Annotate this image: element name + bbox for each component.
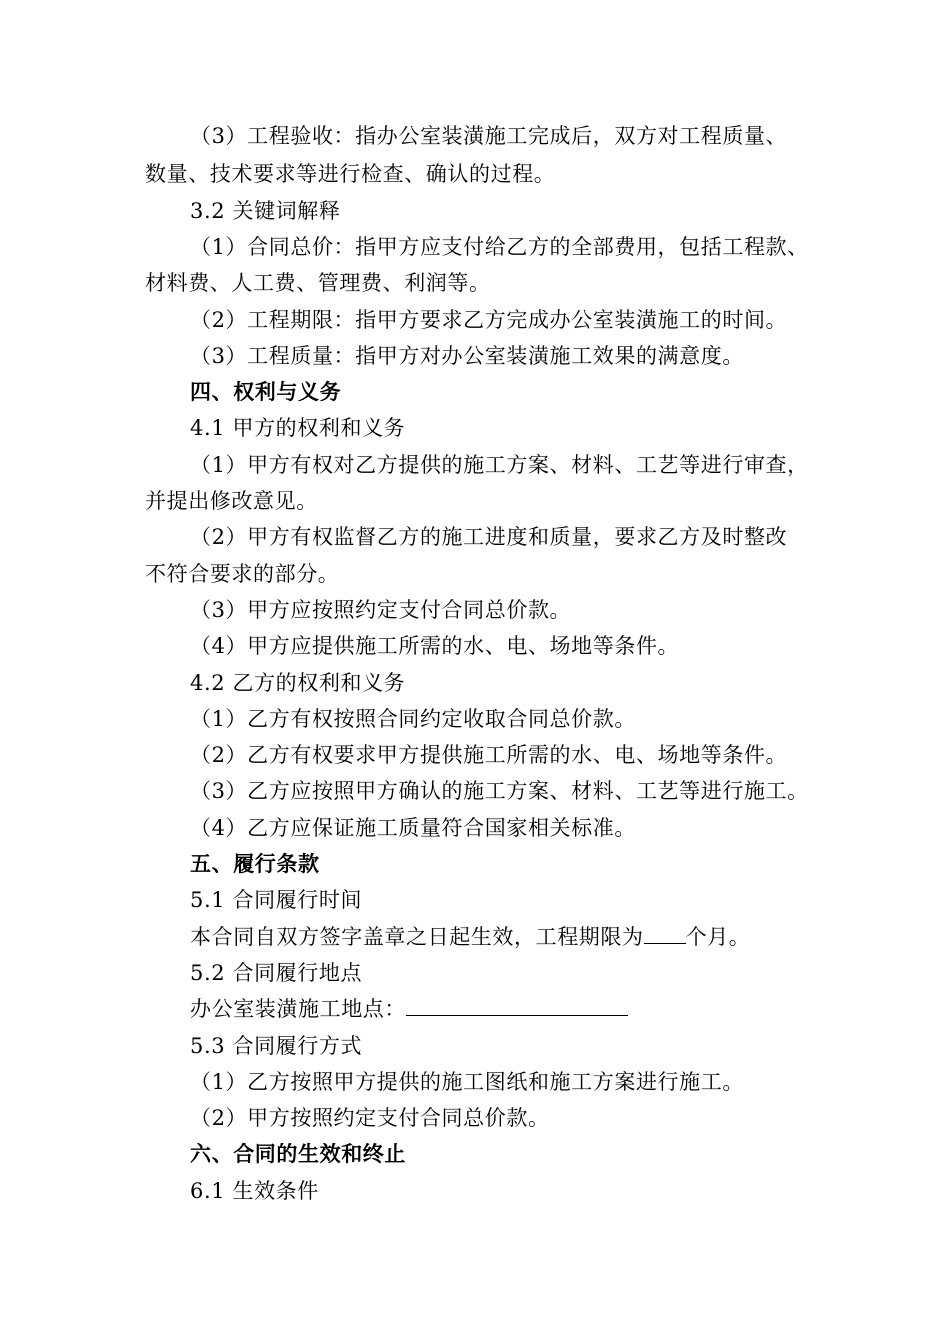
location-label: 办公室装潢施工地点： — [190, 997, 406, 1021]
paragraph-line: （3）工程质量：指甲方对办公室装潢施工效果的满意度。 — [190, 344, 744, 368]
paragraph-line: （1）乙方有权按照合同约定收取合同总价款。 — [190, 707, 636, 731]
paragraph-line: 不符合要求的部分。 — [145, 562, 340, 586]
paragraph-line: 并提出修改意见。 — [145, 489, 318, 513]
paragraph-line: 材料费、人工费、管理费、利润等。 — [145, 271, 491, 295]
paragraph-line: （1）甲方有权对乙方提供的施工方案、材料、工艺等进行审查， — [190, 453, 809, 477]
section-heading: 四、权利与义务 — [190, 379, 342, 404]
paragraph-line: 数量、技术要求等进行检查、确认的过程。 — [145, 162, 556, 186]
paragraph-line: （1）乙方按照甲方提供的施工图纸和施工方案进行施工。 — [190, 1070, 744, 1094]
subsection-title: 6.1 生效条件 — [190, 1179, 319, 1203]
section-heading: 五、履行条款 — [190, 851, 320, 876]
paragraph-line: （3）乙方应按照甲方确认的施工方案、材料、工艺等进行施工。 — [190, 779, 809, 803]
section-heading: 六、合同的生效和终止 — [190, 1141, 406, 1166]
paragraph-line: （1）合同总价：指甲方应支付给乙方的全部费用，包括工程款、 — [190, 235, 809, 259]
fill-in-blank[interactable] — [644, 923, 686, 944]
term-unit-text: 个月。 — [685, 925, 751, 949]
subsection-title: 3.2 关键词解释 — [190, 199, 341, 223]
subsection-title: 5.1 合同履行时间 — [190, 888, 363, 912]
fill-in-blank[interactable] — [406, 995, 628, 1016]
subsection-title: 5.2 合同履行地点 — [190, 961, 363, 985]
paragraph-line: （4）甲方应提供施工所需的水、电、场地等条件。 — [190, 634, 680, 658]
paragraph-line — [190, 923, 750, 951]
paragraph-line: （2）工程期限：指甲方要求乙方完成办公室装潢施工的时间。 — [190, 308, 788, 332]
term-text: 本合同自双方签字盖章之日起生效，工程期限为 — [190, 925, 644, 949]
paragraph-line: （3）工程验收：指办公室装潢施工完成后，双方对工程质量、 — [190, 124, 788, 148]
paragraph-line: （2）甲方按照约定支付合同总价款。 — [190, 1106, 550, 1130]
subsection-title: 4.2 乙方的权利和义务 — [190, 671, 406, 695]
paragraph-line: （2）甲方有权监督乙方的施工进度和质量，要求乙方及时整改 — [190, 525, 788, 549]
subsection-title: 4.1 甲方的权利和义务 — [190, 416, 406, 440]
paragraph-line: （3）甲方应按照约定支付合同总价款。 — [190, 598, 572, 622]
paragraph-line — [190, 995, 628, 1023]
paragraph-line: （2）乙方有权要求甲方提供施工所需的水、电、场地等条件。 — [190, 743, 788, 767]
paragraph-line: （4）乙方应保证施工质量符合国家相关标准。 — [190, 816, 636, 840]
subsection-title: 5.3 合同履行方式 — [190, 1034, 363, 1058]
